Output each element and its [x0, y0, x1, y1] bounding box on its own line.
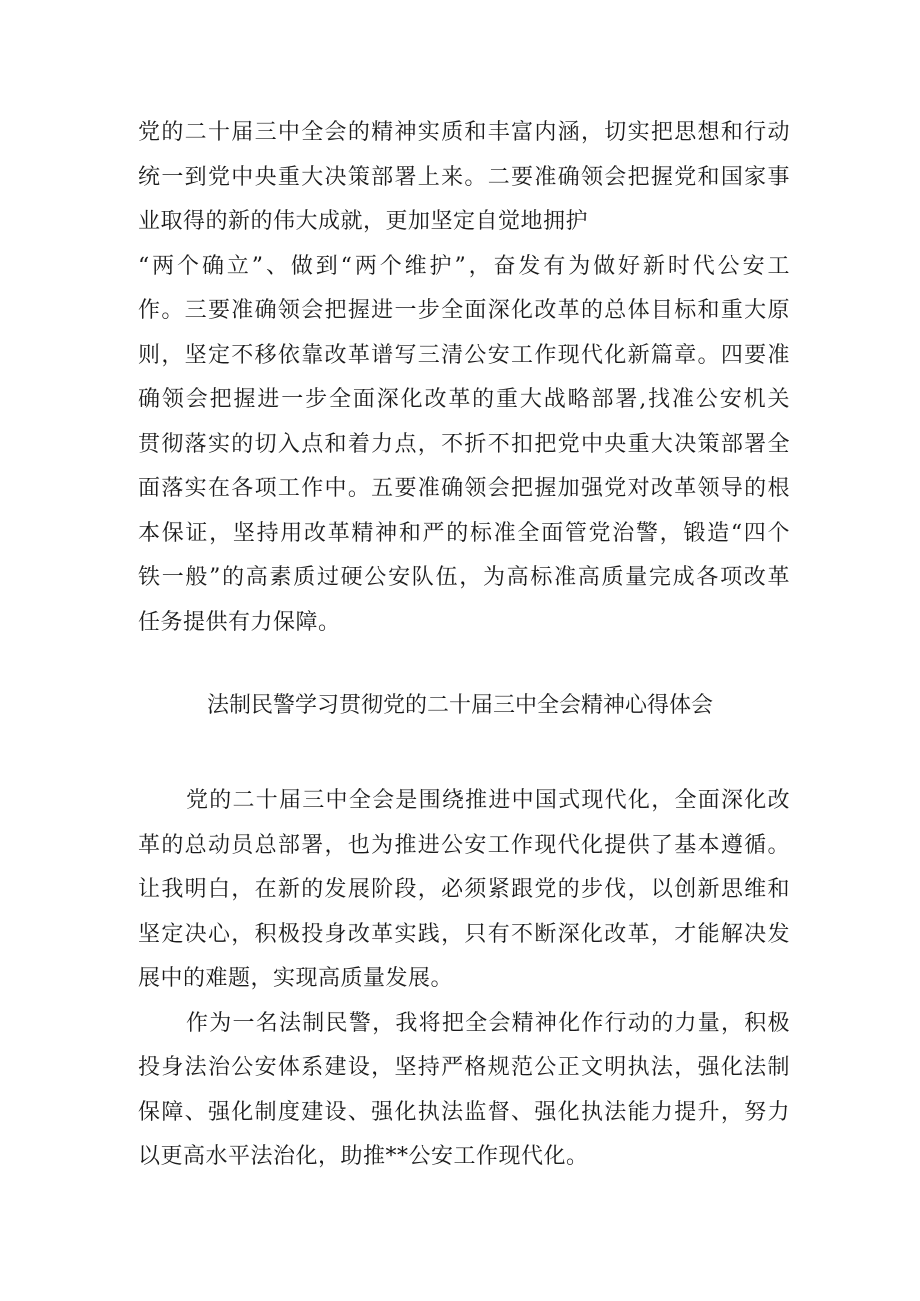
body-line: 统一到党中央重大决策部署上来。二要准确领会把握党和国家事 [138, 165, 790, 190]
body-line: 贯彻落实的切入点和着力点，不折不扣把党中央重大决策部署全 [138, 432, 790, 457]
body-line: 作。三要准确领会把握进一步全面深化改革的总体目标和重大原 [138, 298, 790, 323]
body-line: 让我明白，在新的发展阶段，必须紧跟党的步伐，以创新思维和 [138, 877, 790, 902]
body-line: 任务提供有力保障。 [138, 610, 341, 635]
body-line: 党的二十届三中全会的精神实质和丰富内涵，切实把思想和行动 [138, 120, 790, 145]
body-line: 确领会把握进一步全面深化改革的重大战略部署,找准公安机关 [138, 387, 790, 412]
section-title: 法制民警学习贯彻党的二十届三中全会精神心得体会 [206, 693, 713, 718]
body-line: 面落实在各项工作中。五要准确领会把握加强党对改革领导的根 [138, 476, 790, 501]
body-line: 作为一名法制民警，我将把全会精神化作行动的力量，积极 [186, 1011, 790, 1036]
body-line: 保障、强化制度建设、强化执法监督、强化执法能力提升，努力 [138, 1100, 790, 1125]
body-line: 党的二十届三中全会是围绕推进中国式现代化，全面深化改 [186, 788, 790, 813]
body-line: 铁一般”的高素质过硬公安队伍，为高标准高质量完成各项改革 [138, 565, 790, 590]
body-line: 坚定决心，积极投身改革实践，只有不断深化改革，才能解决发 [138, 922, 790, 947]
body-line: 本保证，坚持用改革精神和严的标准全面管党治警，锻造“四个 [138, 521, 790, 546]
body-line: 投身法治公安体系建设，坚持严格规范公正文明执法，强化法制 [138, 1055, 790, 1080]
body-line: 以更高水平法治化，助推**公安工作现代化。 [138, 1144, 589, 1169]
body-line: 则，坚定不移依靠改革谱写三清公安工作现代化新篇章。四要准 [138, 343, 790, 368]
body-line: 展中的难题，实现高质量发展。 [138, 966, 454, 991]
body-line: 业取得的新的伟大成就，更加坚定自觉地拥护 [138, 209, 589, 234]
body-line: “两个确立”、做到“两个维护”，奋发有为做好新时代公安工 [138, 254, 790, 279]
body-line: 革的总动员总部署，也为推进公安工作现代化提供了基本遵循。 [138, 833, 790, 858]
